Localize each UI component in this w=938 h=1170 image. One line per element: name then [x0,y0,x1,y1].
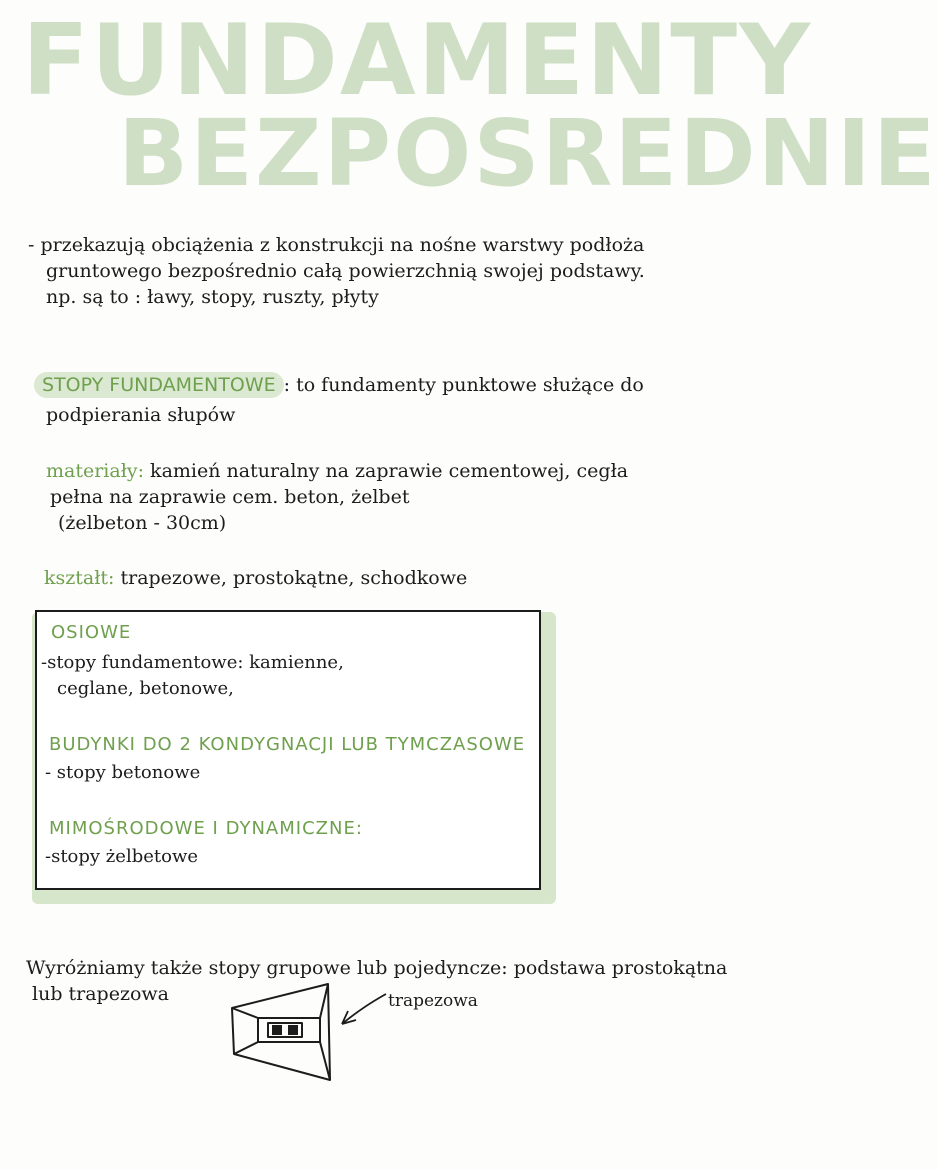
mimosrodowe-line: -stopy żelbetowe [45,846,198,867]
stopy-def-text: : to fundamenty punktowe służące do [283,374,644,396]
osiowe-line-2: ceglane, betonowe, [57,678,234,699]
osiowe-line-1: -stopy fundamentowe: kamienne, [41,652,344,673]
stopy-definition-line-2: podpierania słupów [46,404,236,426]
materialy-text: kamień naturalny na zaprawie cementowej, cegła [144,460,629,482]
intro-line-2: gruntowego bezpośrednio całą powierzchnią swojej podstawy. [46,260,645,282]
title-line-2: BEZPOSREDNIE [118,100,938,207]
classification-box [35,610,541,890]
materialy-line-3: (żelbeton - 30cm) [58,512,227,534]
arrow-label: trapezowa [388,991,478,1011]
title-line-1: FUNDAMENTY [22,4,813,118]
mimosrodowe-label: MIMOŚRODOWE I DYNAMICZNE: [49,818,363,839]
ksztalt-line [44,565,467,591]
budynki-label: BUDYNKI DO 2 KONDYGNACJI LUB TYMCZASOWE [49,734,526,755]
materialy-line-2: pełna na zaprawie cem. beton, żelbet [50,486,410,508]
budynki-line: - stopy betonowe [45,762,201,783]
footer-line-1: Wyróżniamy także stopy grupowe lub pojedyncze: podstawa prostokątna [26,957,728,979]
arrow-icon [342,994,386,1024]
ksztalt-label: kształt: [44,567,115,589]
stopy-heading: STOPY FUNDAMENTOWE [34,372,284,398]
materialy-label: materiały: [46,460,145,482]
materialy-line-1 [46,458,628,484]
stopy-definition-line-1 [34,372,644,398]
ksztalt-text: trapezowe, prostokątne, schodkowe [114,567,468,589]
intro-line-1: - przekazują obciążenia z konstrukcji na nośne warstwy podłoża [28,234,645,256]
footer-line-2: lub trapezowa [32,983,170,1005]
intro-line-3: np. są to : ławy, stopy, ruszty, płyty [46,286,379,308]
trapezoid-footing-sketch [228,978,528,1088]
osiowe-label: OSIOWE [51,622,132,643]
